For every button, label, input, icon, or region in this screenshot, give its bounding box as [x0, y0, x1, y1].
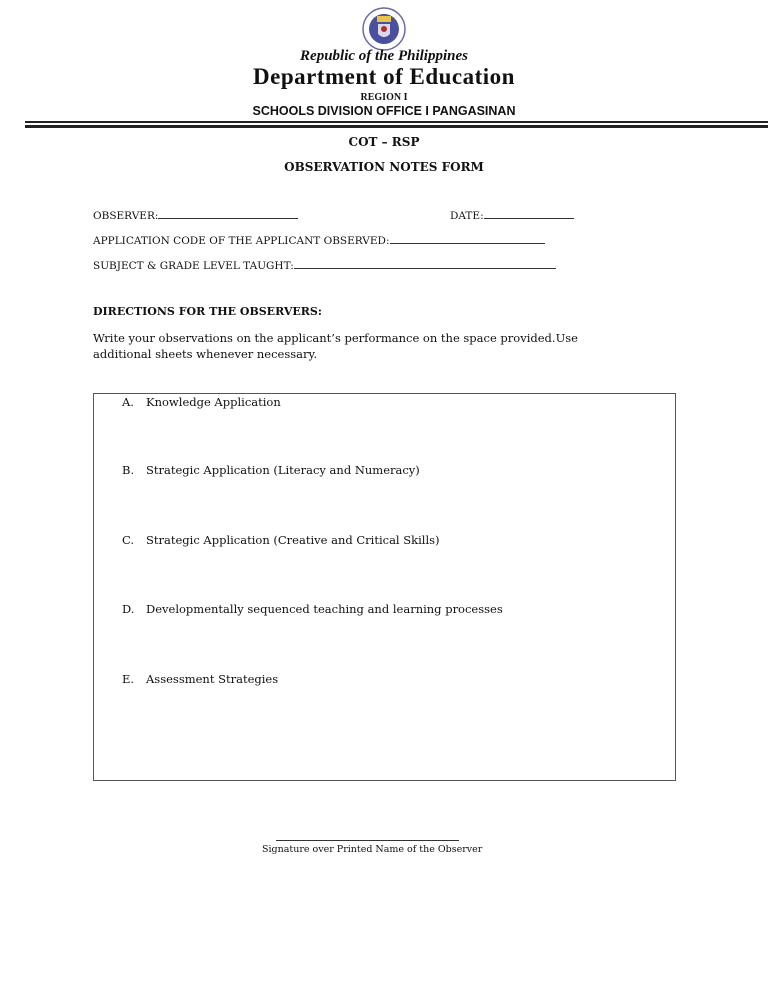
division-heading: SCHOOLS DIVISION OFFICE I PANGASINAN	[252, 104, 516, 118]
criterion-c	[122, 533, 440, 547]
criterion-a	[122, 395, 281, 409]
region-heading: REGION I	[360, 92, 408, 103]
department-heading: Department of Education	[253, 64, 515, 89]
observer-label: OBSERVER:	[93, 210, 159, 222]
form-subtitle: OBSERVATION NOTES FORM	[284, 160, 484, 174]
observer-field[interactable]	[93, 208, 298, 222]
criterion-b	[122, 463, 420, 477]
header-divider-thick	[25, 125, 768, 128]
header-divider	[25, 121, 768, 123]
criterion-label: Assessment Strategies	[146, 672, 279, 686]
directions-line-2: additional sheets whenever necessary.	[93, 347, 318, 361]
criterion-label: Knowledge Application	[146, 395, 281, 409]
criterion-e	[122, 672, 278, 686]
criterion-letter: C.	[122, 533, 135, 547]
application-code-field[interactable]	[93, 233, 545, 247]
directions-line-1: Write your observations on the applicant’s performance on the space provided.Use	[93, 331, 578, 345]
date-field[interactable]	[450, 208, 574, 222]
criterion-label: Strategic Application (Creative and Critical Skills)	[146, 533, 440, 547]
date-label: DATE:	[450, 210, 484, 222]
deped-seal-logo	[362, 7, 406, 51]
form-title: COT – RSP	[348, 135, 420, 149]
criterion-d	[122, 602, 503, 616]
criterion-letter: E.	[122, 672, 135, 686]
directions-heading: DIRECTIONS FOR THE OBSERVERS:	[93, 305, 322, 318]
signature-caption: Signature over Printed Name of the Observer	[262, 844, 483, 855]
criterion-letter: B.	[122, 463, 135, 477]
observation-notes-box[interactable]	[93, 393, 676, 781]
criterion-label: Developmentally sequenced teaching and learning processes	[146, 602, 503, 616]
subject-grade-label: SUBJECT & GRADE LEVEL TAUGHT:	[93, 260, 294, 272]
republic-heading: Republic of the Philippines	[300, 48, 468, 64]
signature-line[interactable]	[276, 840, 459, 841]
application-code-label: APPLICATION CODE OF THE APPLICANT OBSERVED:	[93, 235, 390, 247]
subject-grade-field[interactable]	[93, 258, 556, 272]
criterion-label: Strategic Application (Literacy and Numeracy)	[146, 463, 420, 477]
criterion-letter: A.	[122, 395, 134, 409]
criterion-letter: D.	[122, 602, 135, 616]
